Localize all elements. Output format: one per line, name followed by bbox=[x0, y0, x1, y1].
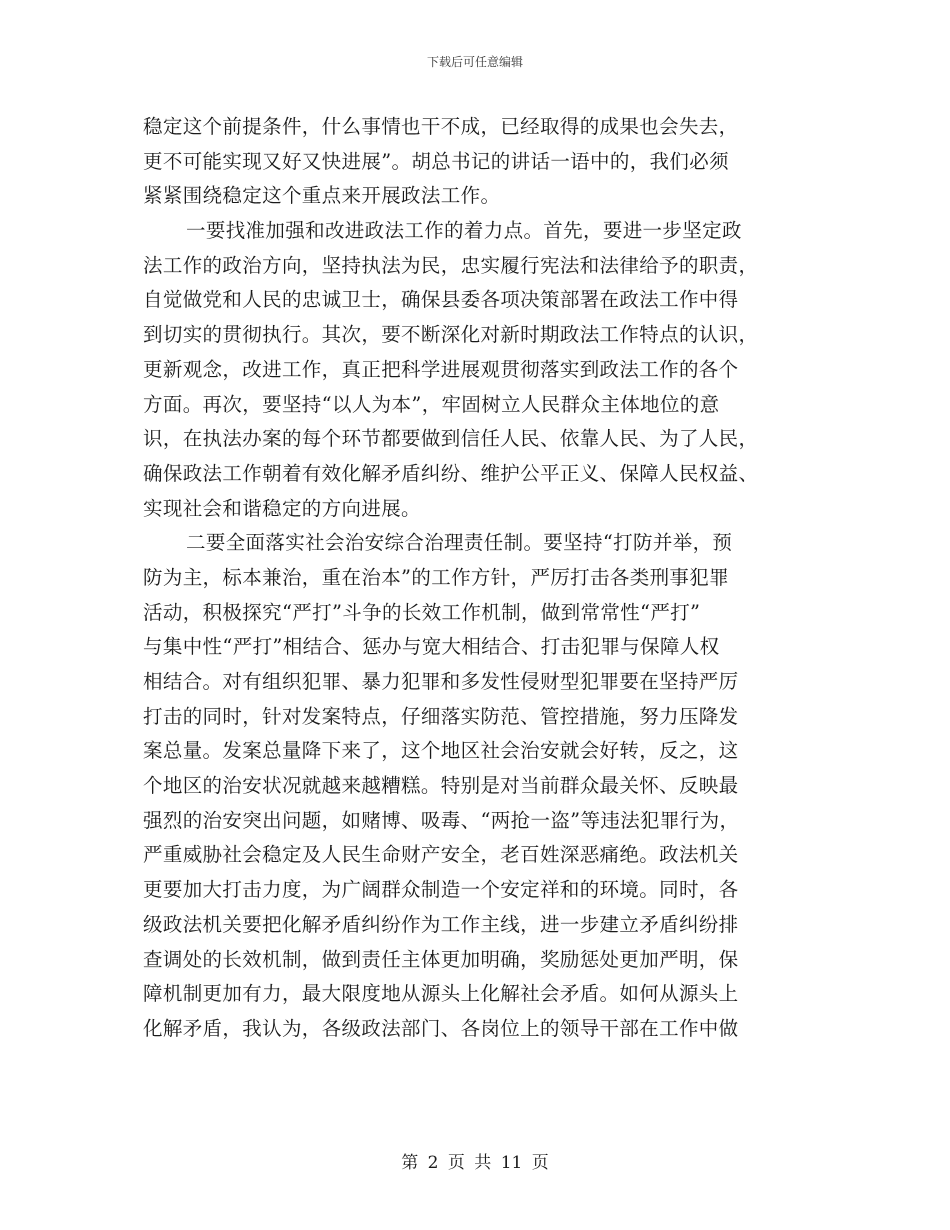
text-line: 案总量。发案总量降下来了，这个地区社会治安就会好转，反之，这 bbox=[143, 739, 739, 763]
text-line: 化解矛盾，我认为，各级政法部门、各岗位上的领导干部在工作中做 bbox=[143, 1016, 739, 1040]
paragraph-start-line: 二要全面落实社会治安综合治理责任制。要坚持“打防并举，预 bbox=[186, 531, 733, 555]
text-line: 活动，积极探究“严打”斗争的长效工作机制，做到常常性“严打” bbox=[143, 600, 701, 624]
text-line: 更要加大打击力度，为广阔群众制造一个安定祥和的环境。同时，各 bbox=[143, 878, 739, 902]
text-line: 紧紧围绕稳定这个重点来开展政法工作。 bbox=[143, 184, 501, 208]
text-line: 打击的同时，针对发案特点，仔细落实防范、管控措施，努力压降发 bbox=[143, 704, 739, 728]
text-line: 查调处的长效机制，做到责任主体更加明确，奖励惩处更加严明，保 bbox=[143, 947, 739, 971]
text-line: 与集中性“严打”相结合、惩办与宽大相结合、打击犯罪与保障人权 bbox=[143, 635, 720, 659]
text-line: 防为主，标本兼治，重在治本”的工作方针，严厉打击各类刑事犯罪 bbox=[143, 565, 729, 589]
text-line: 法工作的政治方向，坚持执法为民，忠实履行宪法和法律给予的职责， bbox=[143, 253, 759, 277]
header-note: 下载后可任意编辑 bbox=[426, 55, 523, 69]
text-line: 相结合。对有组织犯罪、暴力犯罪和多发性侵财型犯罪要在坚持严厉 bbox=[143, 670, 739, 693]
text-line: 自觉做党和人民的忠诚卫士，确保县委各项决策部署在政法工作中得 bbox=[143, 288, 739, 312]
text-line: 更新观念，改进工作，真正把科学进展观贯彻落实到政法工作的各个 bbox=[143, 357, 739, 381]
text-line: 确保政法工作朝着有效化解矛盾纠纷、维护公平正义、保障人民权益、 bbox=[143, 461, 759, 485]
text-line: 实现社会和谐稳定的方向进展。 bbox=[143, 496, 421, 520]
text-line: 识，在执法办案的每个环节都要做到信任人民、依靠人民、为了人民， bbox=[143, 427, 759, 451]
text-line: 方面。再次，要坚持“以人为本”，牢固树立人民群众主体地位的意 bbox=[143, 392, 720, 416]
text-line: 严重威胁社会稳定及人民生命财产安全，老百姓深恶痛绝。政法机关 bbox=[143, 843, 739, 867]
text-line: 个地区的治安状况就越来越糟糕。特别是对当前群众最关怀、反映最 bbox=[143, 774, 739, 798]
text-line: 级政法机关要把化解矛盾纠纷作为工作主线，进一步建立矛盾纠纷排 bbox=[143, 912, 739, 936]
page-number-footer: 第 2 页 共 11 页 bbox=[401, 1153, 549, 1173]
text-line: 强烈的治安突出问题，如赌博、吸毒、“两抢一盗”等违法犯罪行为， bbox=[143, 808, 740, 832]
text-line: 稳定这个前提条件，什么事情也干不成，已经取得的成果也会失去， bbox=[143, 115, 739, 138]
text-line: 到切实的贯彻执行。其次，要不断深化对新时期政法工作特点的认识， bbox=[143, 323, 759, 347]
document-body bbox=[143, 110, 811, 1047]
paragraph-start-line: 一要找准加强和改进政法工作的着力点。首先，要进一步坚定政 bbox=[186, 219, 742, 243]
text-line: 更不可能实现又好又快进展”。胡总书记的讲话一语中的，我们必须 bbox=[143, 149, 729, 173]
text-line: 障机制更加有力，最大限度地从源头上化解社会矛盾。如何从源头上 bbox=[143, 982, 739, 1006]
